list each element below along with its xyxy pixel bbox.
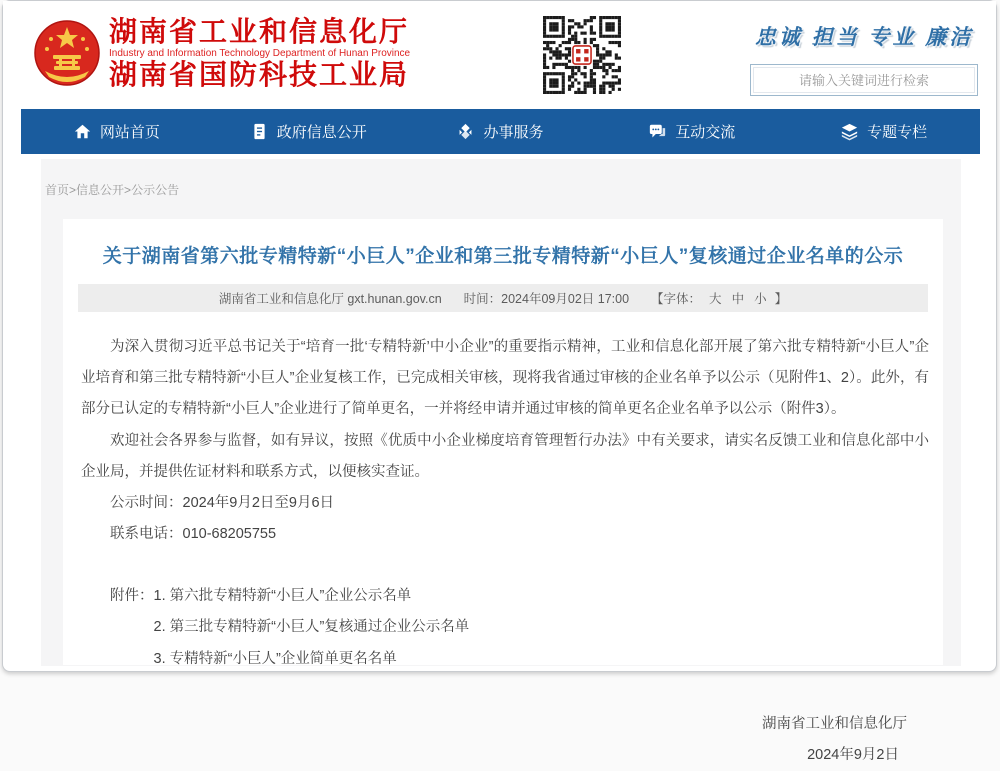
article-body [63,312,943,771]
attachment-row [81,581,929,612]
document-icon [251,123,268,140]
org-name-cn: 湖南省工业和信息化厅 [109,16,410,47]
nav-item-home[interactable] [21,109,213,154]
breadcrumb-home[interactable]: 首页 [45,183,70,197]
org-name-en: Industry and Information Technology Department of Hunan Province [109,48,411,59]
nav-label: 专题专栏 [867,124,928,141]
chat-icon [649,123,666,140]
article-source: 湖南省工业和信息化厅 gxt.hunan.gov.cn [218,292,442,306]
attachments-label: 附件： [110,588,154,605]
font-size-small-button[interactable]: 小 [754,292,767,306]
contact-phone: 联系电话：010-68205755 [110,526,277,543]
font-size-medium-button[interactable]: 中 [731,292,745,306]
search-box [750,64,978,96]
nav-item-gov-info[interactable] [213,109,405,154]
attachment-link-2[interactable]: 2. 第三批专精特新“小巨人”复核通过企业公示名单 [153,619,470,636]
signature-org: 湖南省工业和信息化厅 [762,715,907,732]
breadcrumb [45,181,179,198]
paragraph: 欢迎社会各界参与监督，如有异议，按照《优质中小企业梯度培育管理暂行办法》中有关要求，请实名反馈工业和信息化部中小企业局，并提供佐证材料和联系方式，以便核实查证。 [81,432,929,480]
layers-icon [841,123,858,140]
nav-label: 办事服务 [483,124,544,141]
nav-label: 网站首页 [99,124,160,141]
nav-item-special-columns[interactable] [788,109,980,154]
home-icon [74,123,91,140]
paragraph: 为深入贯彻习近平总书记关于“培育一批‘专精特新’中小企业”的重要指示精神，工业和信息化部开展了第六批专精特新“小巨人”企业培育和第三批专精特新“小巨人”企业复核工作，已完成相关审核，现将我省通过审核的企业名单予以公示（见附件1、2）。此外，有部分已认定的专精特新“小巨人”企业进行了简单更名，一并将经申请并通过审核的简单更名企业名单予以公示（附件3）。 [81,339,929,418]
attachment-link-3[interactable]: 3. 专精特新“小巨人”企业简单更名名单 [153,650,397,667]
main-nav [21,109,980,154]
article-title: 关于湖南省第六批专精特新“小巨人”企业和第三批专精特新“小巨人”复核通过企业名单的公示 [102,246,904,267]
nav-item-interaction[interactable] [596,109,788,154]
breadcrumb-separator: > [124,183,132,197]
org-title-block [109,17,539,90]
breadcrumb-info-disclosure[interactable]: 信息公开 [76,183,125,197]
content-region [41,159,961,763]
national-emblem-logo [33,19,101,89]
nav-label: 政府信息公开 [276,124,367,141]
article-time: 时间：2024年09月02日 17:00 [463,292,630,306]
search-input[interactable] [753,67,975,93]
breadcrumb-announcements[interactable]: 公示公告 [131,183,180,197]
nav-label: 互动交流 [675,124,736,141]
article-meta-bar [78,284,928,312]
font-size-large-button[interactable]: 大 [709,292,722,306]
slogan-text: 忠诚 担当 专业 廉洁 [754,26,974,49]
breadcrumb-separator: > [69,183,77,197]
header-right [750,21,978,96]
qr-code [543,16,621,94]
signature-date: 2024年9月2日 [807,746,899,763]
attachments-block [81,581,929,675]
article-card [63,219,943,763]
org-name-cn2: 湖南省国防科技工业局 [109,59,410,90]
site-header [3,1,996,107]
signature-block [81,709,929,771]
nav-item-services[interactable] [405,109,597,154]
font-size-suffix: 】 [774,292,788,306]
service-icon [457,123,474,140]
page-card [2,0,997,763]
publicity-period: 公示时间：2024年9月2日至9月6日 [110,494,335,511]
font-size-prefix: 【字体： [651,292,702,306]
attachment-link-1[interactable]: 1. 第六批专精特新“小巨人”企业公示名单 [153,588,412,605]
